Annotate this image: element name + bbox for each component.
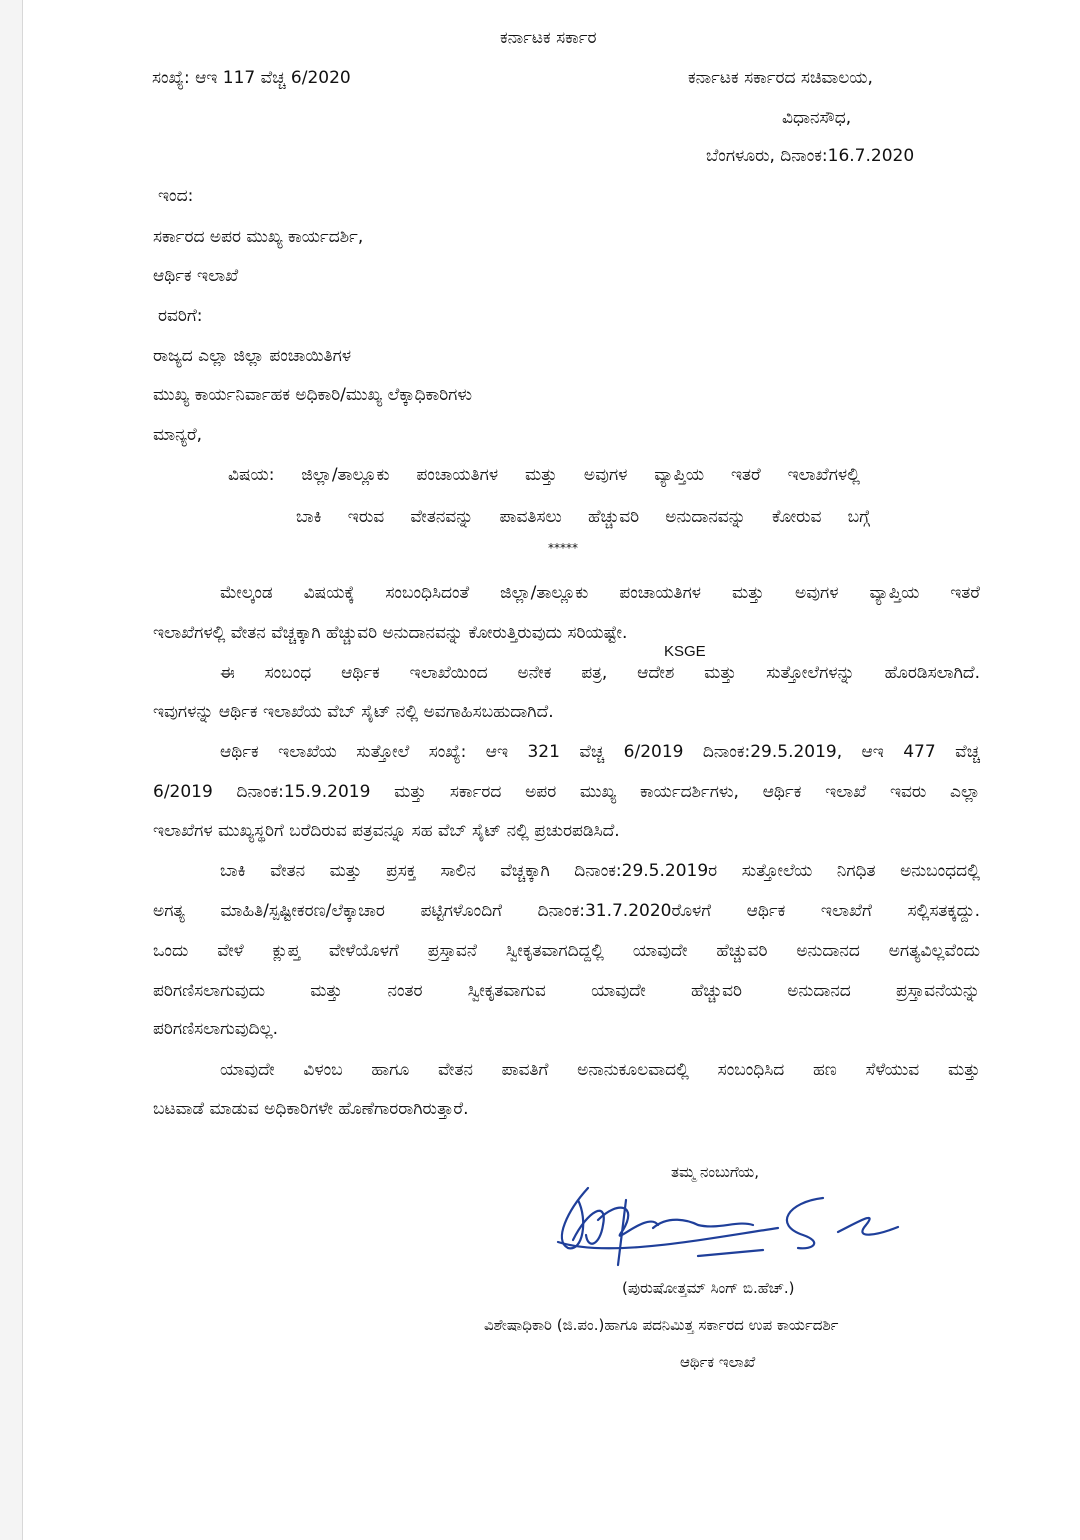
body-line: ಬಾಕಿ ವೇತನ ಮತ್ತು ಪ್ರಸಕ್ತ ಸಾಲಿನ ವೆಚ್ಚಕ್ಕಾಗಿ ದಿನಾಂಕ:29.5.2019ರ ಸುತ್ತೋಲೆಯ ನಿಗಧಿತ ಅನುಬಂಧದಲ್ಲಿ	[220, 861, 980, 881]
watermark-text: KSGE	[664, 643, 706, 660]
signatory-department: ಆರ್ಥಿಕ ಇಲಾಖೆ	[680, 1353, 756, 1371]
body-line: ಯಾವುದೇ ವಿಳಂಬ ಹಾಗೂ ವೇತನ ಪಾವತಿಗೆ ಅನಾನುಕೂಲವಾದಲ್ಲಿ ಸಂಬಂಧಿಸಿದ ಹಣ ಸೆಳೆಯುವ ಮತ್ತು	[220, 1060, 980, 1080]
from-line-1: ಸರ್ಕಾರದ ಅಪರ ಮುಖ್ಯ ಕಾರ್ಯದರ್ಶಿ,	[153, 227, 364, 247]
office-line-2: ವಿಧಾನಸೌಧ,	[782, 108, 852, 128]
body-line: ಈ ಸಂಬಂಧ ಆರ್ಥಿಕ ಇಲಾಖೆಯಿಂದ ಅನೇಕ ಪತ್ರ, ಆದೇಶ ಮತ್ತು ಸುತ್ತೋಲೆಗಳನ್ನು ಹೊರಡಿಸಲಾಗಿದೆ.	[220, 663, 980, 683]
subject-line-2: ಬಾಕಿ ಇರುವ ವೇತನವನ್ನು ಪಾವತಿಸಲು ಹೆಚ್ಚುವರಿ ಅನುದಾನವನ್ನು ಕೋರುವ ಬಗ್ಗೆ	[296, 507, 870, 527]
to-label: ರವರಿಗೆ:	[158, 306, 203, 326]
from-line-2: ಆರ್ಥಿಕ ಇಲಾಖೆ	[153, 266, 239, 286]
to-line-1: ರಾಜ್ಯದ ಎಲ್ಲಾ ಜಿಲ್ಲಾ ಪಂಚಾಯಿತಿಗಳ	[153, 346, 352, 366]
signatory-designation: ವಿಶೇಷಾಧಿಕಾರಿ (ಜಿ.ಪಂ.)ಹಾಗೂ ಪದನಿಮಿತ್ತ ಸರ್ಕಾರದ ಉಪ ಕಾರ್ಯದರ್ಶಿ	[484, 1316, 839, 1334]
body-line: ಬಟವಾಡೆ ಮಾಡುವ ಅಧಿಕಾರಿಗಳೇ ಹೊಣೆಗಾರರಾಗಿರುತ್ತಾರೆ.	[153, 1099, 469, 1119]
body-line: ಇಲಾಖೆಗಳಲ್ಲಿ ವೇತನ ವೆಚ್ಚಕ್ಕಾಗಿ ಹೆಚ್ಚುವರಿ ಅನುದಾನವನ್ನು ಕೋರುತ್ತಿರುವುದು ಸರಿಯಷ್ಟೇ.	[153, 623, 628, 643]
signature-image	[548, 1180, 908, 1270]
body-line: ಪರಿಗಣಿಸಲಾಗುವುದಿಲ್ಲ.	[153, 1019, 279, 1039]
body-line: ಮೇಲ್ಕಂಡ ವಿಷಯಕ್ಕೆ ಸಂಬಂಧಿಸಿದಂತೆ ಜಿಲ್ಲಾ/ತಾಲ್ಲೂಕು ಪಂಚಾಯತಿಗಳ ಮತ್ತು ಅವುಗಳ ವ್ಯಾಪ್ತಿಯ ಇತರೆ	[220, 583, 980, 603]
salutation: ಮಾನ್ಯರೆ,	[153, 425, 203, 445]
body-line: ಇವುಗಳನ್ನು ಆರ್ಥಿಕ ಇಲಾಖೆಯ ವೆಬ್ ಸೈಟ್ ನಲ್ಲಿ ಅವಗಾಹಿಸಬಹುದಾಗಿದೆ.	[153, 702, 554, 722]
office-line-1: ಕರ್ನಾಟಕ ಸರ್ಕಾರದ ಸಚಿವಾಲಯ,	[688, 68, 873, 88]
page-edge	[0, 0, 23, 1540]
body-line: ಒಂದು ವೇಳೆ ಕ್ಲುಪ್ತ ವೇಳೆಯೊಳಗೆ ಪ್ರಸ್ತಾವನೆ ಸ್ವೀಕೃತವಾಗದಿದ್ದಲ್ಲಿ ಯಾವುದೇ ಹೆಚ್ಚುವರಿ ಅನುದಾನದ ಅಗತ್ಯವಿಲ್ಲವೆಂದು	[153, 941, 980, 961]
signatory-name: (ಪುರುಷೋತ್ತಮ್ ಸಿಂಗ್ ಬಿ.ಹೆಚ್.)	[622, 1279, 795, 1297]
government-heading: ಕರ್ನಾಟಕ ಸರ್ಕಾರ	[500, 28, 597, 48]
from-label: ಇಂದ:	[158, 186, 194, 206]
reference-number: ಸಂಖ್ಯೆ: ಆಇ 117 ವೆಚ್ಚ 6/2020	[152, 68, 351, 88]
body-line: ಆರ್ಥಿಕ ಇಲಾಖೆಯ ಸುತ್ತೋಲೆ ಸಂಖ್ಯೆ: ಆಇ 321 ವೆಚ್ಚ 6/2019 ದಿನಾಂಕ:29.5.2019, ಆಇ 477 ವೆಚ್ಚ	[220, 742, 980, 762]
subject-line-1: ವಿಷಯ: ಜಿಲ್ಲಾ/ತಾಲ್ಲೂಕು ಪಂಚಾಯತಿಗಳ ಮತ್ತು ಅವುಗಳ ವ್ಯಾಪ್ತಿಯ ಇತರೆ ಇಲಾಖೆಗಳಲ್ಲಿ	[228, 465, 860, 485]
body-line: ಇಲಾಖೆಗಳ ಮುಖ್ಯಸ್ಥರಿಗೆ ಬರೆದಿರುವ ಪತ್ರವನ್ನೂ ಸಹ ವೆಬ್ ಸೈಟ್ ನಲ್ಲಿ ಪ್ರಚುರಪಡಿಸಿದೆ.	[153, 821, 620, 841]
closing-yours: ತಮ್ಮ ನಂಬುಗೆಯ,	[671, 1163, 760, 1181]
body-line: 6/2019 ದಿನಾಂಕ:15.9.2019 ಮತ್ತು ಸರ್ಕಾರದ ಅಪರ ಮುಖ್ಯ ಕಾರ್ಯದರ್ಶಿಗಳು, ಆರ್ಥಿಕ ಇಲಾಖೆ ಇವರು ಎಲ್ಲಾ	[153, 782, 980, 802]
place-date: ಬೆಂಗಳೂರು, ದಿನಾಂಕ:16.7.2020	[706, 146, 915, 166]
body-line: ಪರಿಗಣಿಸಲಾಗುವುದು ಮತ್ತು ನಂತರ ಸ್ವೀಕೃತವಾಗುವ ಯಾವುದೇ ಹೆಚ್ಚುವರಿ ಅನುದಾನದ ಪ್ರಸ್ತಾವನೆಯನ್ನು	[153, 981, 980, 1001]
to-line-2: ಮುಖ್ಯ ಕಾರ್ಯನಿರ್ವಾಹಕ ಅಧಿಕಾರಿ/ಮುಖ್ಯ ಲೆಕ್ಕಾಧಿಕಾರಿಗಳು	[153, 385, 473, 405]
subject-separator: *****	[548, 541, 578, 555]
body-line: ಅಗತ್ಯ ಮಾಹಿತಿ/ಸ್ಪಷ್ಟೀಕರಣ/ಲೆಕ್ಕಾಚಾರ ಪಟ್ಟಿಗಳೊಂದಿಗೆ ದಿನಾಂಕ:31.7.2020ರೊಳಗೆ ಆರ್ಥಿಕ ಇಲಾಖೆಗೆ ಸಲ್ಲಿಸತಕ್ಕದ್ದು.	[153, 901, 980, 921]
